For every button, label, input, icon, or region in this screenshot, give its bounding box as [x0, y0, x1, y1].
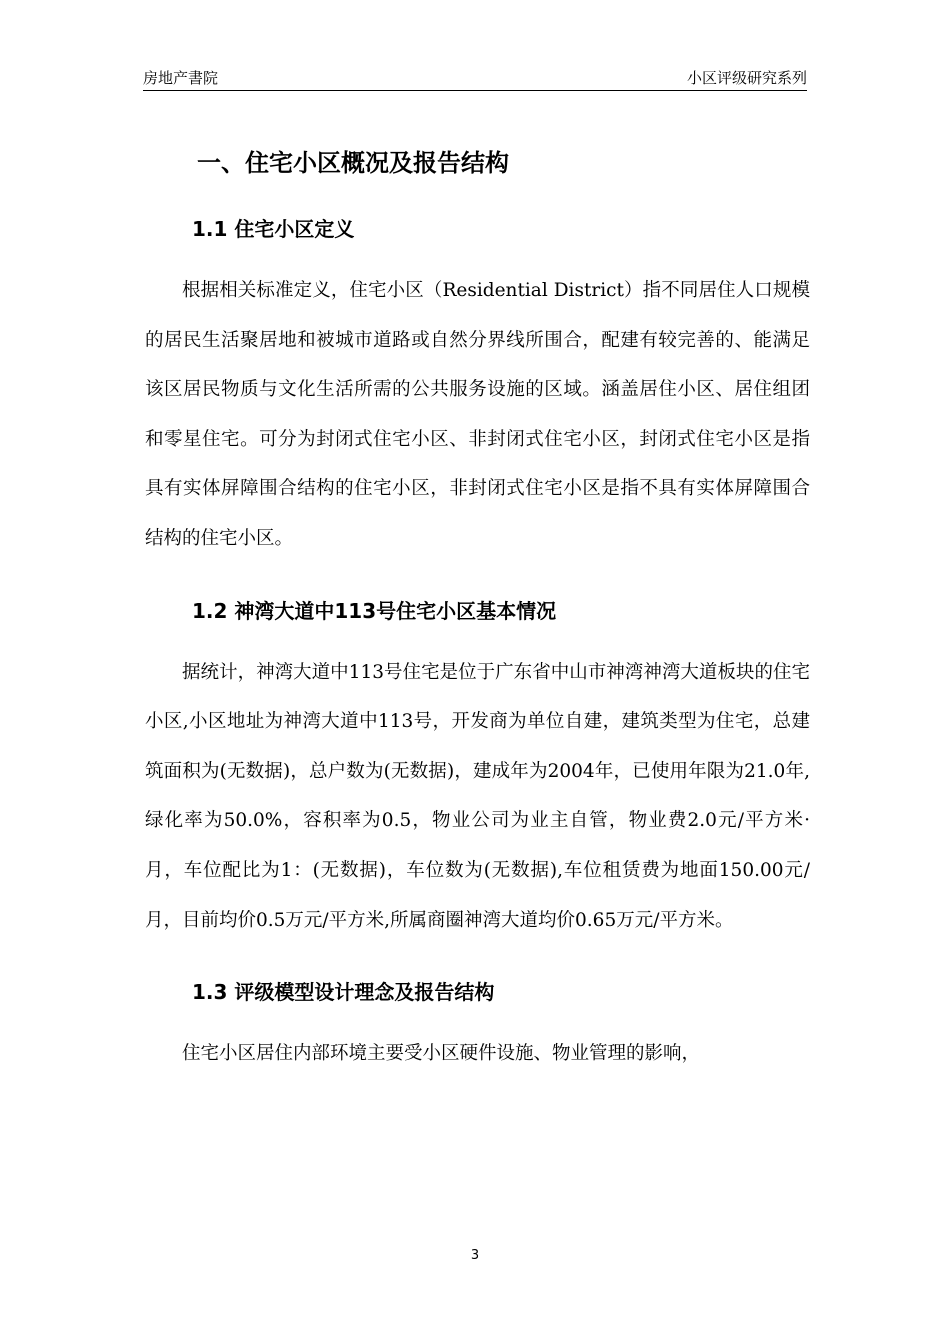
subsection-heading-1-2: 1.2 神湾大道中113号住宅小区基本情况	[192, 598, 557, 623]
header-publisher: 房地产書院	[143, 69, 219, 87]
section-title: 一、住宅小区概况及报告结构	[197, 149, 509, 177]
header-series-title: 小区评级研究系列	[686, 69, 807, 87]
paragraph-basic-info: 据统计，神湾大道中113号住宅是位于广东省中山市神湾神湾大道板块的住宅小区,小区地址为神湾大道中113号，开发商为单位自建，建筑类型为住宅，总建筑面积为(无数据)，总户数为(无数据)，建成年为2004年，已使用年限为21.0年,绿化率为50.0%，容积率为0.5，物业公司为业主自管，物业费2.0元/平方米·月，车位配比为1：(无数据)，车位数为(无数据),车位租赁费为地面150.00元/月，目前均价0.5万元/平方米,所属商圈神湾大道均价0.65万元/平方米。	[145, 661, 810, 931]
paragraph-model-design: 住宅小区居住内部环境主要受小区硬件设施、物业管理的影响，	[182, 1043, 701, 1065]
paragraph-definition: 根据相关标准定义，住宅小区（Residential District）指不同居住人口规模的居民生活聚居地和被城市道路或自然分界线所围合，配建有较完善的、能满足该区居民物质与文化生活所需的公共服务设施的区域。涵盖居住小区、居住组团和零星住宅。可分为封闭式住宅小区、非封闭式住宅小区，封闭式住宅小区是指具有实体屏障围合结构的住宅小区，非封闭式住宅小区是指不具有实体屏障围合结构的住宅小区。	[145, 280, 810, 549]
page-header	[143, 62, 807, 91]
document-body	[145, 140, 810, 1079]
subsection-heading-1-1: 1.1 住宅小区定义	[192, 217, 355, 241]
page-number: 3	[470, 1248, 480, 1263]
subsection-heading-1-3: 1.3 评级模型设计理念及报告结构	[192, 980, 495, 1005]
